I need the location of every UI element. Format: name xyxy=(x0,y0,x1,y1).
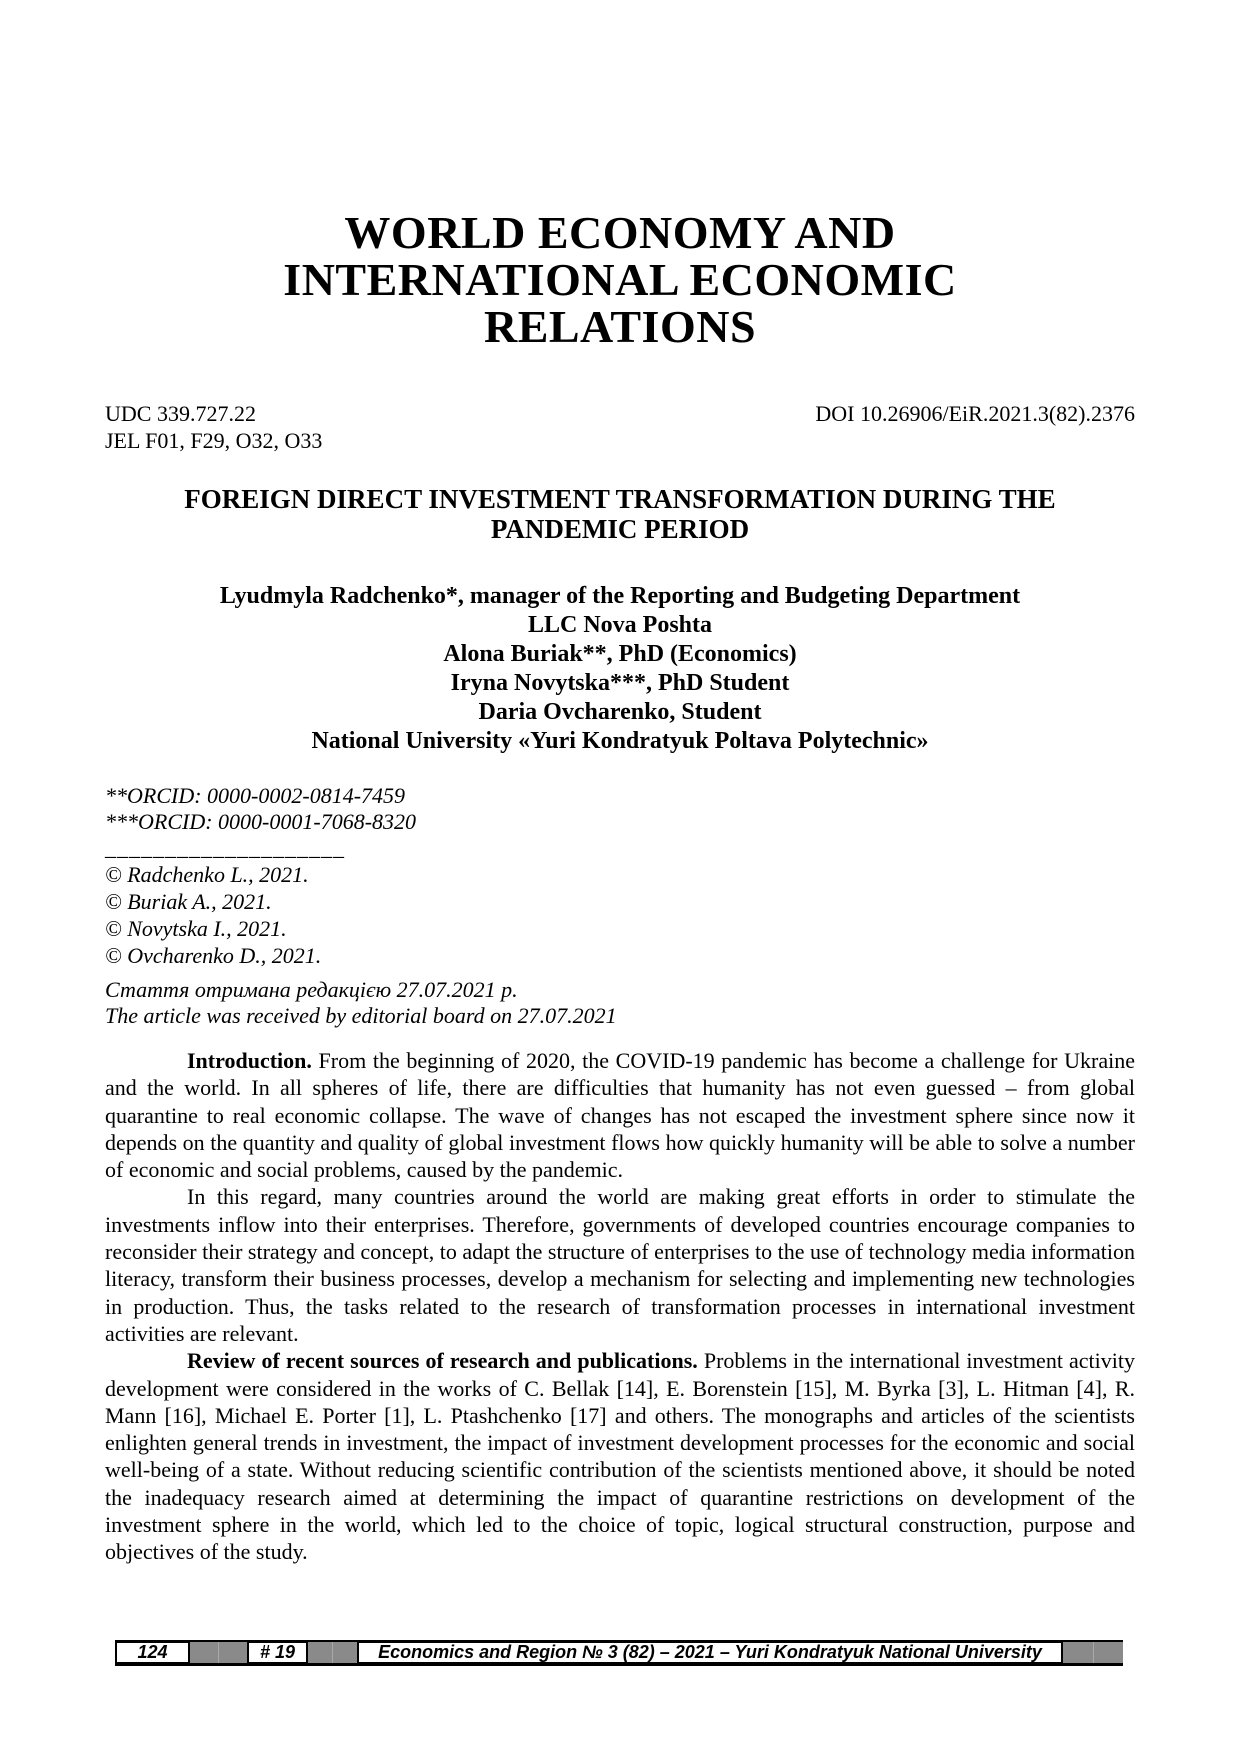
footer-divider-block-3 xyxy=(1063,1642,1123,1663)
paragraph-regard xyxy=(105,1183,1135,1347)
orcid-line-1: **ORCID: 0000-0002-0814-7459 xyxy=(105,783,406,808)
paragraph-text: In this regard, many countries around the world are making great efforts in order to stimulate the investments inflow into their enterprises. Therefore, governments of developed countries encourage companies to reconsider their strategy and concept, to adapt the structure of enterprises to the use of technology media information literacy, transform their business processes, develop a mechanism for selecting and implementing new technologies in production. Thus, the tasks related to the research of transformation processes in international investment activities are relevant. xyxy=(105,1184,1135,1346)
footer-divider-block-2 xyxy=(308,1642,357,1663)
received-dates-block xyxy=(105,977,1135,1029)
footer-issue-number: # 19 xyxy=(247,1642,308,1663)
footer-divider-block-1 xyxy=(190,1642,247,1663)
footer-page-number: 124 xyxy=(115,1642,190,1663)
copyright-line-1: © Radchenko L., 2021. xyxy=(105,862,309,887)
journal-section-title-line-2: INTERNATIONAL ECONOMIC xyxy=(283,254,957,305)
article-title-line-2: PANDEMIC PERIOD xyxy=(490,514,750,544)
paragraph-lead-review: Review of recent sources of research and publications. xyxy=(187,1348,698,1374)
copyright-line-3: © Novytska I., 2021. xyxy=(105,916,287,941)
journal-section-title xyxy=(105,209,1135,350)
footer-divider-line xyxy=(1093,1642,1094,1663)
paragraph-introduction xyxy=(105,1047,1135,1183)
orcid-line-2: ***ORCID: 0000-0001-7068-8320 xyxy=(105,809,417,834)
paragraph-lead-introduction: Introduction. xyxy=(187,1048,312,1073)
footnote-separator: ____________________ xyxy=(105,835,345,860)
udc-code: UDC 339.727.22 xyxy=(105,401,256,426)
article-meta-codes xyxy=(105,400,1135,454)
footer-divider-line xyxy=(218,1642,219,1663)
article-title-line-1: FOREIGN DIRECT INVESTMENT TRANSFORMATION DURING THE xyxy=(184,484,1056,514)
author-affiliation-line: LLC Nova Poshta xyxy=(527,612,713,638)
page-content xyxy=(105,0,1135,1566)
copyright-line-4: © Ovcharenko D., 2021. xyxy=(105,943,322,968)
copyright-line-2: © Buriak A., 2021. xyxy=(105,889,272,914)
author-line-2: Alona Buriak**, PhD (Economics) xyxy=(443,641,797,667)
author-line-3: Iryna Novytska***, PhD Student xyxy=(450,670,790,696)
paragraph-review xyxy=(105,1347,1135,1565)
footer-bar xyxy=(115,1640,1123,1666)
received-date-en: The article was received by editorial board on 27.07.2021 xyxy=(105,1003,617,1028)
university-affiliation-line: National University «Yuri Kondratyuk Poltava Polytechnic» xyxy=(311,728,929,754)
doi-code: DOI 10.26906/EiR.2021.3(82).2376 xyxy=(815,401,1135,426)
copyright-block xyxy=(105,835,1135,969)
paragraph-text: From the beginning of 2020, the COVID-19 pandemic has become a challenge for Ukraine and the world. In all spheres of life, there are difficulties that humanity has not even guessed – from global quarantine to real economic collapse. The wave of changes has not escaped the investment sphere since now it depends on the quantity and quality of global investment flows how quickly humanity will be able to solve a number of economic and social problems, caused by the pandemic. xyxy=(105,1048,1135,1183)
author-line-4: Daria Ovcharenko, Student xyxy=(478,699,762,725)
received-date-uk: Стаття отримана редакцією 27.07.2021 р. xyxy=(105,977,518,1002)
footer-divider-line xyxy=(332,1642,333,1663)
article-body xyxy=(105,1047,1135,1566)
journal-section-title-line-1: WORLD ECONOMY AND xyxy=(344,207,896,258)
jel-codes: JEL F01, F29, O32, O33 xyxy=(105,428,323,453)
article-title xyxy=(105,484,1135,544)
footer-journal-title: Economics and Region № 3 (82) – 2021 – Yuri Kondratyuk National University xyxy=(357,1642,1063,1663)
paragraph-text: Problems in the international investment activity development were considered in the works of C. Bellak [14], E. Borenstein [15], M. Byrka [3], L. Hitman [4], R. Mann [16], Michael E. Porter [1], L. Ptashchenko [17] and others. The monographs and articles of the scientists enlighten general trends in investment, the impact of investment development processes for the economic and social well-being of a state. Without reducing scientific contribution of the scientists mentioned above, it should be noted the inadequacy research aimed at determining the impact of quarantine restrictions on development of the investment sphere in the world, which led to the choice of topic, logical structural construction, purpose and objectives of the study. xyxy=(105,1348,1135,1565)
orcid-block xyxy=(105,783,1135,835)
author-line-1: Lyudmyla Radchenko*, manager of the Reporting and Budgeting Department xyxy=(219,583,1021,609)
journal-section-title-line-3: RELATIONS xyxy=(483,301,757,352)
authors-block xyxy=(105,582,1135,756)
